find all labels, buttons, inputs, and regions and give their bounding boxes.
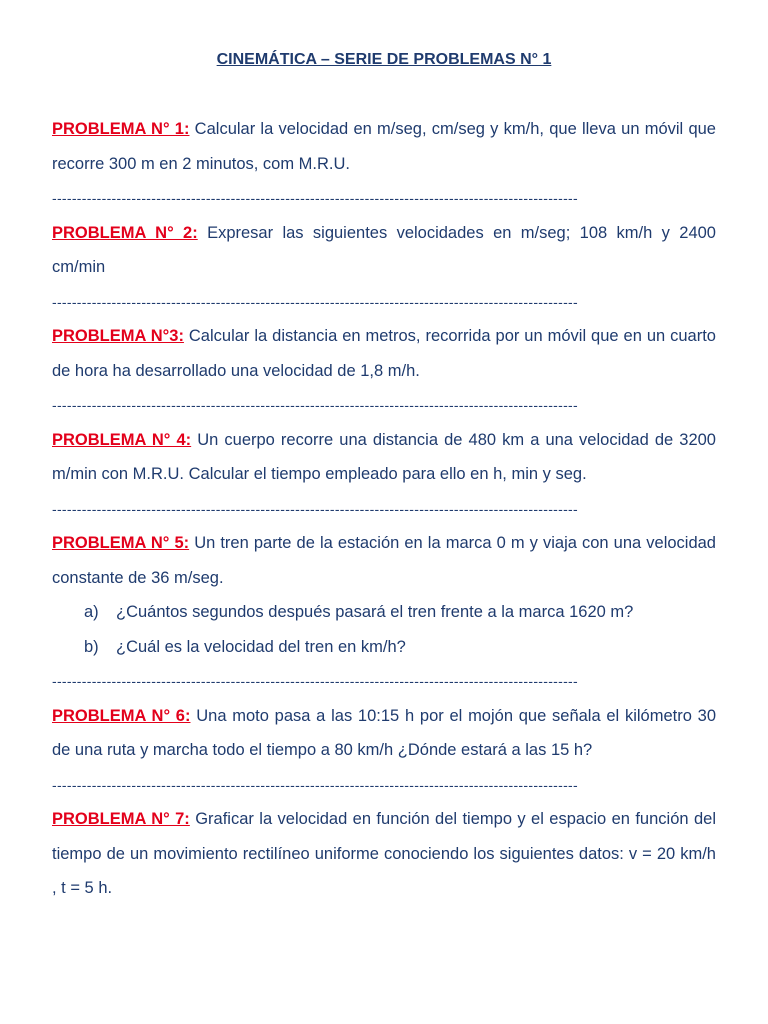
divider-line: ---------------------------------------------------------------------------------------------------------- (52, 776, 578, 793)
divider-line: ---------------------------------------------------------------------------------------------------------- (52, 397, 578, 413)
divider-line: ---------------------------------------------------------------------------------------------------------- (52, 190, 578, 206)
problem-label: PROBLEMA N° 1: (52, 120, 190, 138)
problem-4 (52, 423, 716, 492)
problem-6 (52, 699, 716, 768)
problem-text: Graficar la velocidad en función del tiempo y el espacio en función del tiempo de un movimiento rectilíneo uniforme conociendo los siguientes datos: v = 20 km/h , t = 5 h. (52, 810, 716, 897)
problem-1 (52, 112, 716, 181)
problem-label: PROBLEMA N° 4: (52, 430, 192, 449)
list-item (84, 595, 716, 630)
list-item-text: ¿Cuántos segundos después pasará el tren frente a la marca 1620 m? (116, 603, 634, 621)
list-marker: a) (84, 603, 99, 621)
divider-line: ---------------------------------------------------------------------------------------------------------- (52, 500, 578, 517)
list-item (84, 630, 716, 665)
divider-line: ---------------------------------------------------------------------------------------------------------- (52, 673, 578, 689)
problem-text: Calcular la distancia en metros, recorrida por un móvil que en un cuarto de hora ha desarrollado una velocidad de 1,8 m/h. (52, 327, 716, 380)
problem-label: PROBLEMA N° 2: (52, 223, 198, 242)
problem-label: PROBLEMA N° 7: (52, 810, 190, 828)
problem-text: Un cuerpo recorre una distancia de 480 km a una velocidad de 3200 m/min con M.R.U. Calcular el tiempo empleado para ello en h, min y seg. (52, 430, 716, 483)
page-title: CINEMÁTICA – SERIE DE PROBLEMAS N° 1 (216, 51, 552, 68)
problem-text: Una moto pasa a las 10:15 h por el mojón que señala el kilómetro 30 de una ruta y marcha todo el tiempo a 80 km/h ¿Dónde estará a las 15 h? (52, 706, 716, 759)
list-marker: b) (84, 637, 99, 656)
problem-3 (52, 319, 716, 388)
problem-5 (52, 526, 716, 595)
problem-text: Un tren parte de la estación en la marca 0 m y viaja con una velocidad constante de 36 m/seg. (52, 534, 716, 587)
problem-label: PROBLEMA N° 6: (52, 706, 191, 725)
problem-text: Expresar las siguientes velocidades en m/seg; 108 km/h y 2400 cm/min (52, 223, 716, 276)
problem-7 (52, 802, 716, 906)
problem-2 (52, 216, 716, 285)
problem-label: PROBLEMA N°3: (52, 327, 184, 345)
divider-line: ---------------------------------------------------------------------------------------------------------- (52, 293, 578, 310)
problem-label: PROBLEMA N° 5: (52, 534, 190, 552)
problem-text: Calcular la velocidad en m/seg, cm/seg y km/h, que lleva un móvil que recorre 300 m en 2 minutos, com M.R.U. (52, 120, 716, 173)
problem-5-questions (52, 595, 716, 664)
list-item-text: ¿Cuál es la velocidad del tren en km/h? (116, 637, 406, 656)
